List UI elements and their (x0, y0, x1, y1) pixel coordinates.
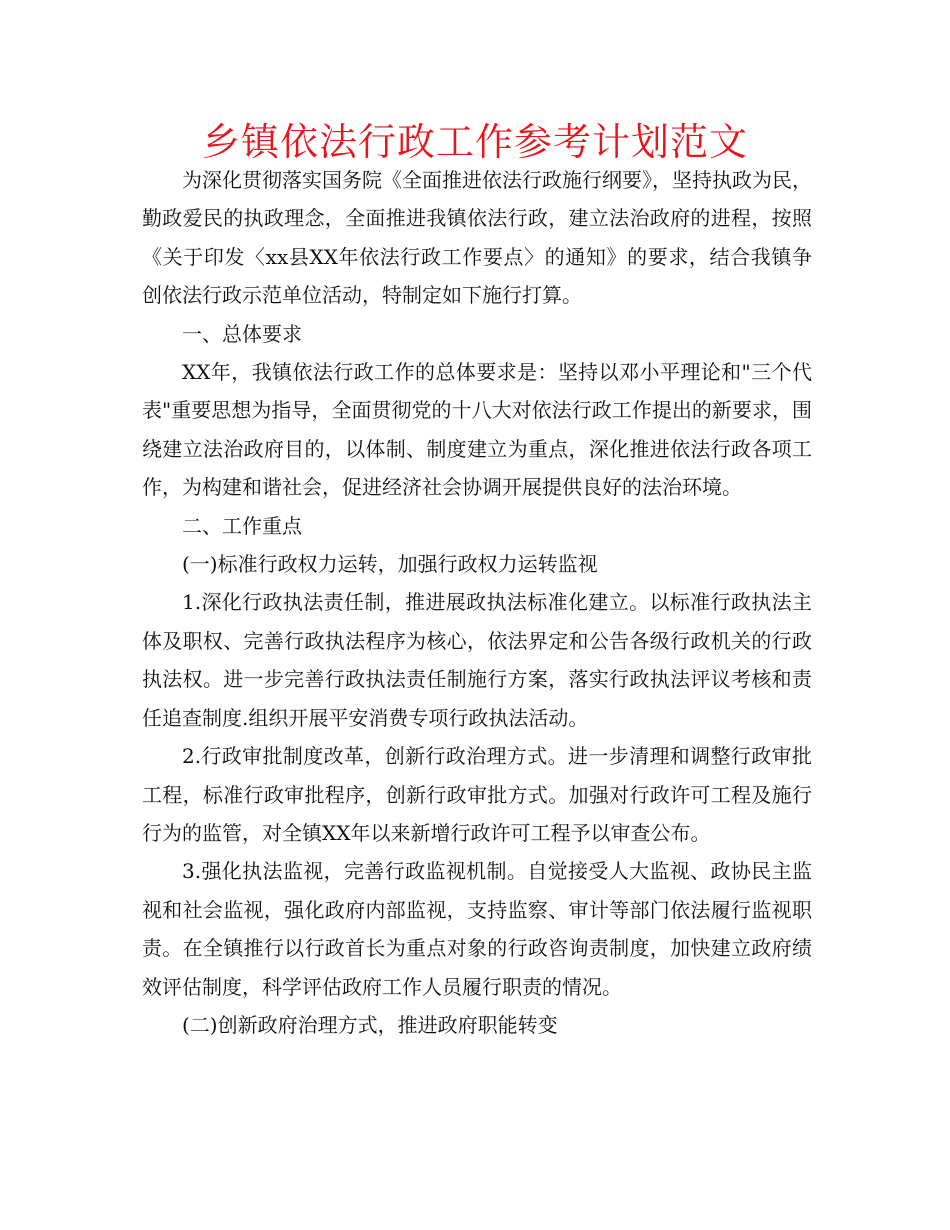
item-paragraph-2: 2.行政审批制度改革，创新行政治理方式。进一步清理和调整行政审批工程，标准行政审批程序，创新行政审批方式。加强对行政许可工程及施行行为的监管，对全镇XX年以来新增行政许可工程予以审查公布。 (142, 744, 812, 845)
section-heading-work-focus: 二、工作重点 (182, 513, 302, 538)
document-title: 乡镇依法行政工作参考计划范文 (201, 120, 748, 164)
document-body (142, 161, 812, 1044)
subsection-heading-1: (一)标准行政权力运转，加强行政权力运转监视 (182, 552, 598, 577)
item-paragraph-3: 3.强化执法监视，完善行政监视机制。自觉接受人大监视、政协民主监视和社会监视，强化政府内部监视，支持监察、审计等部门依法履行监视职责。在全镇推行以行政首长为重点对象的行政咨询责制度，加快建立政府绩效评估制度，科学评估政府工作人员履行职责的情况。 (142, 859, 812, 999)
general-requirements-paragraph: XX年，我镇依法行政工作的总体要求是：坚持以邓小平理论和"三个代表"重要思想为指导，全面贯彻党的十八大对依法行政工作提出的新要求，围绕建立法治政府目的，以体制、制度建立为重点，深化推进依法行政各项工作，为构建和谐社会，促进经济社会协调开展提供良好的法治环境。 (142, 360, 812, 500)
subsection-heading-2: (二)创新政府治理方式，推进政府职能转变 (182, 1012, 558, 1037)
section-heading-general-requirements: 一、总体要求 (182, 321, 302, 346)
intro-paragraph: 为深化贯彻落实国务院《全面推进依法行政施行纲要》，坚持执政为民，勤政爱民的执政理念，全面推进我镇依法行政，建立法治政府的进程，按照《关于印发〈xx县XX年依法行政工作要点〉的通知》的要求，结合我镇争创依法行政示范单位活动，特制定如下施行打算。 (142, 168, 812, 308)
item-paragraph-1: 1.深化行政执法责任制，推进展政执法标准化建立。以标准行政执法主体及职权、完善行政执法程序为核心，依法界定和公告各级行政机关的行政执法权。进一步完善行政执法责任制施行方案，落实行政执法评议考核和责任追查制度.组织开展平安消费专项行政执法活动。 (142, 590, 812, 730)
